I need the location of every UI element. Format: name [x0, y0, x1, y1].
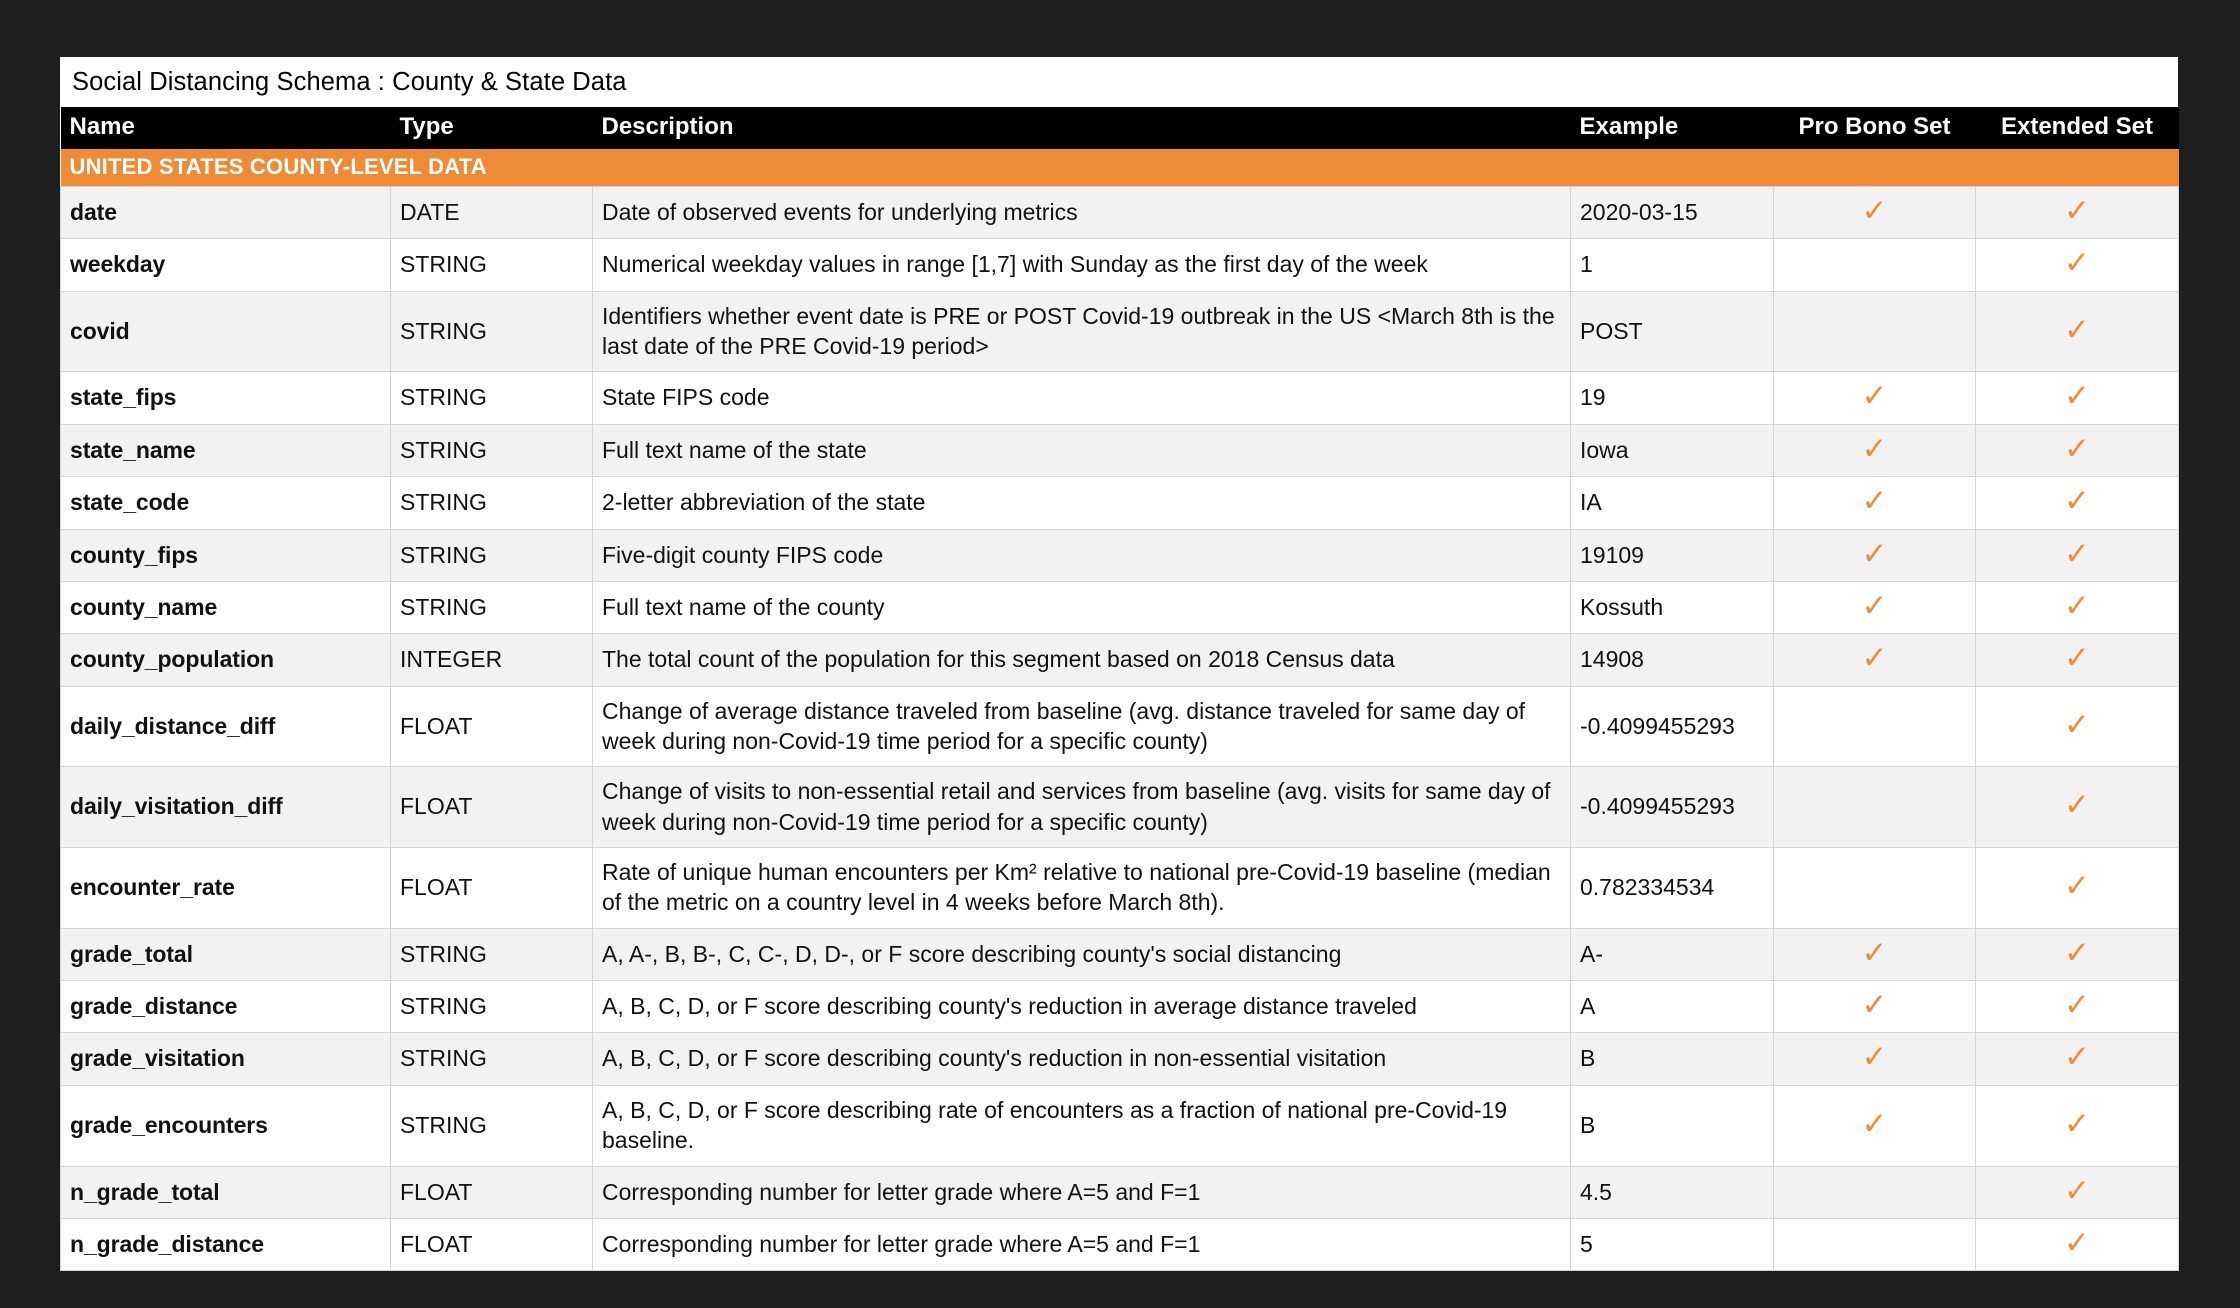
check-icon-extended: ✓ [2064, 1039, 2090, 1076]
field-type-cell: STRING [391, 477, 593, 529]
field-example-cell: 4.5 [1571, 1166, 1774, 1218]
field-description-cell: The total count of the population for this segment based on 2018 Census data [593, 634, 1571, 686]
field-name-cell: county_population [61, 634, 391, 686]
field-type-cell: STRING [391, 928, 593, 980]
field-name-cell: weekday [61, 239, 391, 291]
extended-set-cell [1976, 848, 2179, 929]
field-example-cell: POST [1571, 291, 1774, 372]
pro-bono-set-cell [1774, 928, 1976, 980]
extended-set-cell [1976, 767, 2179, 848]
check-icon-extended: ✓ [2064, 1106, 2090, 1142]
field-description-cell: Rate of unique human encounters per Km² relative to national pre-Covid-19 baseline (median of the metric on a country level in 4 weeks before March 8th). [593, 848, 1571, 929]
check-icon-extended: ✓ [2064, 987, 2090, 1024]
field-example-cell: -0.4099455293 [1571, 767, 1774, 848]
check-icon-extended: ✓ [2064, 193, 2090, 229]
field-description-cell: State FIPS code [593, 372, 1571, 424]
schema-document [60, 57, 2178, 1271]
field-name-cell: daily_distance_diff [61, 686, 391, 767]
field-description-cell: Corresponding number for letter grade where A=5 and F=1 [593, 1166, 1571, 1218]
table-row [61, 1218, 2179, 1270]
extended-set-cell [1976, 981, 2179, 1033]
check-icon-extended: ✓ [2064, 587, 2090, 624]
table-row [61, 686, 2179, 767]
pro-bono-set-cell [1774, 372, 1976, 424]
table-row [61, 187, 2179, 239]
field-description-cell: Change of average distance traveled from baseline (avg. distance traveled for same day of week during non-Covid-19 time period for a specific county) [593, 686, 1571, 767]
check-icon-extended: ✓ [2064, 1224, 2090, 1261]
check-icon-extended: ✓ [2064, 535, 2090, 572]
pro-bono-set-cell [1774, 686, 1976, 767]
pro-bono-set-cell [1774, 848, 1976, 929]
extended-set-cell [1976, 686, 2179, 767]
table-row [61, 581, 2179, 633]
field-type-cell: FLOAT [391, 848, 593, 929]
field-type-cell: STRING [391, 1033, 593, 1085]
check-icon-extended: ✓ [2064, 430, 2090, 467]
field-example-cell: Iowa [1571, 424, 1774, 476]
field-name-cell: covid [61, 291, 391, 372]
field-description-cell: A, B, C, D, or F score describing rate of encounters as a fraction of national pre-Covid-19 baseline. [593, 1085, 1571, 1166]
field-type-cell: FLOAT [391, 1166, 593, 1218]
field-name-cell: grade_visitation [61, 1033, 391, 1085]
field-name-cell: n_grade_total [61, 1166, 391, 1218]
field-description-cell: A, B, C, D, or F score describing county's reduction in non-essential visitation [593, 1033, 1571, 1085]
field-example-cell: A [1571, 981, 1774, 1033]
check-icon-pro-bono: ✓ [1861, 1106, 1888, 1142]
column-header-example[interactable]: Example [1571, 107, 1774, 149]
field-example-cell: 1 [1571, 239, 1774, 291]
page-title: Social Distancing Schema : County & State Data [72, 67, 627, 96]
table-row [61, 1033, 2179, 1085]
table-row [61, 928, 2179, 980]
column-header-pro-bono-set[interactable]: Pro Bono Set [1774, 107, 1976, 149]
field-description-cell: A, A-, B, B-, C, C-, D, D-, or F score describing county's social distancing [593, 928, 1571, 980]
pro-bono-set-cell [1774, 634, 1976, 686]
column-header-name[interactable]: Name [61, 107, 391, 149]
pro-bono-set-cell [1774, 239, 1976, 291]
field-type-cell: FLOAT [391, 1218, 593, 1270]
field-type-cell: FLOAT [391, 767, 593, 848]
field-example-cell: 0.782334534 [1571, 848, 1774, 929]
check-icon-extended: ✓ [2064, 483, 2090, 520]
check-icon-pro-bono: ✓ [1861, 378, 1888, 415]
check-icon-extended: ✓ [2064, 787, 2090, 824]
field-description-cell: 2-letter abbreviation of the state [593, 477, 1571, 529]
check-icon-pro-bono: ✓ [1861, 535, 1888, 572]
field-name-cell: county_fips [61, 529, 391, 581]
check-icon-extended: ✓ [2064, 934, 2090, 971]
field-description-cell: Change of visits to non-essential retail and services from baseline (avg. visits for same day of week during non-Covid-19 time period for a specific county) [593, 767, 1571, 848]
section-banner-label: UNITED STATES COUNTY-LEVEL DATA [61, 149, 2179, 187]
pro-bono-set-cell [1774, 477, 1976, 529]
field-description-cell: Corresponding number for letter grade where A=5 and F=1 [593, 1218, 1571, 1270]
table-row [61, 848, 2179, 929]
check-icon-pro-bono: ✓ [1861, 483, 1888, 520]
check-icon-extended: ✓ [2064, 868, 2090, 905]
extended-set-cell [1976, 1218, 2179, 1270]
check-icon-pro-bono: ✓ [1861, 934, 1888, 971]
table-row [61, 291, 2179, 372]
extended-set-cell [1976, 1085, 2179, 1166]
table-header-row [61, 107, 2179, 149]
extended-set-cell [1976, 529, 2179, 581]
table-header [61, 107, 2179, 149]
field-type-cell: STRING [391, 424, 593, 476]
field-example-cell: IA [1571, 477, 1774, 529]
field-description-cell: Numerical weekday values in range [1,7] with Sunday as the first day of the week [593, 239, 1571, 291]
field-name-cell: state_code [61, 477, 391, 529]
pro-bono-set-cell [1774, 1166, 1976, 1218]
pro-bono-set-cell [1774, 424, 1976, 476]
check-icon-pro-bono: ✓ [1861, 430, 1888, 467]
field-example-cell: Kossuth [1571, 581, 1774, 633]
field-type-cell: INTEGER [391, 634, 593, 686]
table-body [61, 149, 2179, 1271]
table-row [61, 634, 2179, 686]
check-icon-extended: ✓ [2064, 378, 2090, 415]
field-description-cell: Five-digit county FIPS code [593, 529, 1571, 581]
field-example-cell: 14908 [1571, 634, 1774, 686]
field-name-cell: state_name [61, 424, 391, 476]
field-type-cell: STRING [391, 981, 593, 1033]
field-type-cell: FLOAT [391, 686, 593, 767]
field-example-cell: -0.4099455293 [1571, 686, 1774, 767]
pro-bono-set-cell [1774, 581, 1976, 633]
extended-set-cell [1976, 424, 2179, 476]
pro-bono-set-cell [1774, 767, 1976, 848]
field-description-cell: Full text name of the state [593, 424, 1571, 476]
pro-bono-set-cell [1774, 1085, 1976, 1166]
table-row [61, 372, 2179, 424]
check-icon-extended: ✓ [2064, 1172, 2090, 1209]
field-name-cell: state_fips [61, 372, 391, 424]
field-example-cell: 19 [1571, 372, 1774, 424]
field-description-cell: Full text name of the county [593, 581, 1571, 633]
column-header-extended-set[interactable]: Extended Set [1976, 107, 2179, 149]
column-header-type[interactable]: Type [391, 107, 593, 149]
field-name-cell: grade_encounters [61, 1085, 391, 1166]
field-type-cell: STRING [391, 239, 593, 291]
field-description-cell: Date of observed events for underlying metrics [593, 187, 1571, 239]
field-name-cell: date [61, 187, 391, 239]
check-icon-pro-bono: ✓ [1861, 987, 1888, 1024]
table-row [61, 424, 2179, 476]
extended-set-cell [1976, 187, 2179, 239]
pro-bono-set-cell [1774, 1033, 1976, 1085]
schema-table [60, 107, 2179, 1271]
field-type-cell: STRING [391, 529, 593, 581]
table-row [61, 1166, 2179, 1218]
section-banner-row [61, 149, 2179, 187]
pro-bono-set-cell [1774, 187, 1976, 239]
extended-set-cell [1976, 634, 2179, 686]
document-title-bar [60, 57, 2178, 107]
check-icon-pro-bono: ✓ [1861, 193, 1888, 229]
pro-bono-set-cell [1774, 529, 1976, 581]
field-type-cell: DATE [391, 187, 593, 239]
table-row [61, 767, 2179, 848]
extended-set-cell [1976, 581, 2179, 633]
pro-bono-set-cell [1774, 291, 1976, 372]
field-type-cell: STRING [391, 581, 593, 633]
field-name-cell: n_grade_distance [61, 1218, 391, 1270]
table-row [61, 1085, 2179, 1166]
field-description-cell: A, B, C, D, or F score describing county's reduction in average distance traveled [593, 981, 1571, 1033]
field-name-cell: daily_visitation_diff [61, 767, 391, 848]
extended-set-cell [1976, 1033, 2179, 1085]
extended-set-cell [1976, 928, 2179, 980]
field-type-cell: STRING [391, 1085, 593, 1166]
extended-set-cell [1976, 291, 2179, 372]
field-name-cell: grade_total [61, 928, 391, 980]
table-row [61, 477, 2179, 529]
field-example-cell: B [1571, 1085, 1774, 1166]
field-example-cell: 2020-03-15 [1571, 187, 1774, 239]
field-name-cell: county_name [61, 581, 391, 633]
check-icon-extended: ✓ [2064, 311, 2090, 348]
field-example-cell: A- [1571, 928, 1774, 980]
check-icon-extended: ✓ [2064, 706, 2090, 743]
table-row [61, 239, 2179, 291]
column-header-description[interactable]: Description [593, 107, 1571, 149]
extended-set-cell [1976, 1166, 2179, 1218]
field-example-cell: 5 [1571, 1218, 1774, 1270]
pro-bono-set-cell [1774, 981, 1976, 1033]
field-type-cell: STRING [391, 372, 593, 424]
field-example-cell: B [1571, 1033, 1774, 1085]
table-row [61, 981, 2179, 1033]
check-icon-pro-bono: ✓ [1861, 640, 1888, 677]
check-icon-extended: ✓ [2064, 640, 2090, 677]
field-description-cell: Identifiers whether event date is PRE or POST Covid-19 outbreak in the US <March 8th is the last date of the PRE Covid-19 period> [593, 291, 1571, 372]
extended-set-cell [1976, 372, 2179, 424]
field-example-cell: 19109 [1571, 529, 1774, 581]
check-icon-pro-bono: ✓ [1861, 587, 1888, 624]
extended-set-cell [1976, 477, 2179, 529]
field-type-cell: STRING [391, 291, 593, 372]
check-icon-pro-bono: ✓ [1861, 1039, 1888, 1076]
check-icon-extended: ✓ [2064, 245, 2090, 282]
extended-set-cell [1976, 239, 2179, 291]
field-name-cell: grade_distance [61, 981, 391, 1033]
pro-bono-set-cell [1774, 1218, 1976, 1270]
field-name-cell: encounter_rate [61, 848, 391, 929]
table-row [61, 529, 2179, 581]
